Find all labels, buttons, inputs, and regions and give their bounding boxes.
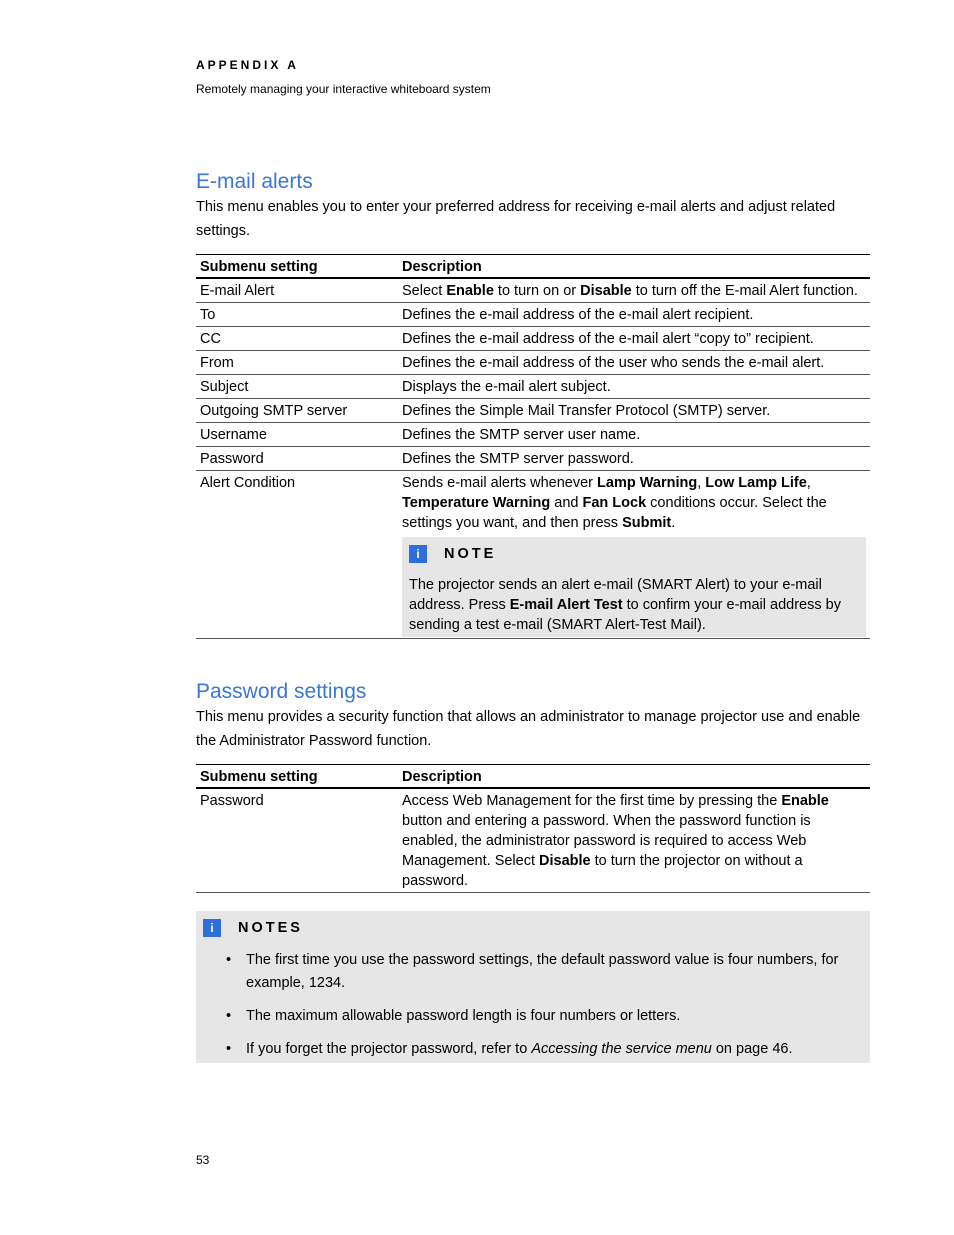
column-header: Description bbox=[398, 765, 870, 789]
table-row bbox=[196, 471, 870, 639]
setting-description: Select Enable to turn on or Disable to turn off the E-mail Alert function. bbox=[398, 278, 870, 303]
note-text: The projector sends an alert e-mail (SMART Alert) to your e-mail address. Press E-mail Alert Test to confirm your e-mail address by sending a test e-mail (SMART Alert-Test Mail). bbox=[409, 577, 841, 633]
setting-description: Defines the e-mail address of the e-mail alert “copy to” recipient. bbox=[398, 327, 870, 351]
notes-list bbox=[226, 949, 866, 1071]
chapter-subtitle: Remotely managing your interactive whiteboard system bbox=[196, 82, 491, 96]
setting-description: Defines the SMTP server password. bbox=[398, 447, 870, 471]
table-row bbox=[196, 278, 870, 303]
table-header-row bbox=[196, 765, 870, 789]
email-alerts-intro: This menu enables you to enter your preferred address for receiving e-mail alerts and adjust related settings. bbox=[196, 199, 836, 239]
table-row bbox=[196, 447, 870, 471]
list-item: • The maximum allowable password length is four numbers or letters. bbox=[226, 1005, 866, 1028]
appendix-label: APPENDIX A bbox=[196, 58, 299, 72]
setting-name: Alert Condition bbox=[196, 471, 398, 639]
password-notes-box bbox=[196, 911, 870, 1063]
password-settings-table bbox=[196, 764, 870, 893]
setting-name: Username bbox=[196, 423, 398, 447]
password-settings-heading: Password settings bbox=[196, 680, 367, 703]
email-alerts-heading: E-mail alerts bbox=[196, 170, 313, 193]
setting-description: Displays the e-mail alert subject. bbox=[398, 375, 870, 399]
note-title: NOTE bbox=[444, 546, 497, 562]
setting-name: Password bbox=[196, 788, 398, 893]
list-item: • If you forget the projector password, refer to Accessing the service menu on page 46. bbox=[226, 1038, 866, 1061]
setting-name: Outgoing SMTP server bbox=[196, 399, 398, 423]
setting-name: From bbox=[196, 351, 398, 375]
alert-note-box bbox=[402, 537, 866, 637]
column-header: Description bbox=[398, 255, 870, 279]
table-row bbox=[196, 327, 870, 351]
table-row bbox=[196, 351, 870, 375]
info-icon: i bbox=[409, 545, 427, 563]
setting-description: Access Web Management for the first time by pressing the Enable button and entering a password. When the password function is enabled, the administrator password is required to access Web Management. Select Disable to turn the projector on without a password. bbox=[398, 788, 870, 893]
table-header-row bbox=[196, 255, 870, 279]
setting-name: CC bbox=[196, 327, 398, 351]
list-item: • The first time you use the password settings, the default password value is four numbers, for example, 1234. bbox=[226, 949, 866, 995]
info-icon: i bbox=[203, 919, 221, 937]
password-settings-intro: This menu provides a security function that allows an administrator to manage projector use and enable the Administrator Password function. bbox=[196, 709, 861, 749]
page-number: 53 bbox=[196, 1153, 210, 1167]
table-row bbox=[196, 788, 870, 893]
setting-name: To bbox=[196, 303, 398, 327]
setting-description: Sends e-mail alerts whenever Lamp Warning, Low Lamp Life, Temperature Warning and Fan Lock conditions occur. Select the settings you want, and then press Submit. i NOTE The projector sends an alert e-mail (SMART Alert) to your e-mail address. Press E-mail Alert Test to confirm your e-mail address by sending a test e-mail (SMART Alert-Test Mail). bbox=[398, 471, 870, 639]
setting-name: Password bbox=[196, 447, 398, 471]
table-row bbox=[196, 423, 870, 447]
setting-description: Defines the e-mail address of the e-mail alert recipient. bbox=[398, 303, 870, 327]
column-header: Submenu setting bbox=[196, 765, 398, 789]
setting-name: E-mail Alert bbox=[196, 278, 398, 303]
email-alerts-table bbox=[196, 254, 870, 639]
table-row bbox=[196, 303, 870, 327]
setting-description: Defines the SMTP server user name. bbox=[398, 423, 870, 447]
table-row bbox=[196, 375, 870, 399]
table-row bbox=[196, 399, 870, 423]
column-header: Submenu setting bbox=[196, 255, 398, 279]
setting-description: Defines the e-mail address of the user who sends the e-mail alert. bbox=[398, 351, 870, 375]
setting-name: Subject bbox=[196, 375, 398, 399]
cross-reference-link[interactable]: Accessing the service menu bbox=[531, 1041, 712, 1057]
setting-description: Defines the Simple Mail Transfer Protocol (SMTP) server. bbox=[398, 399, 870, 423]
notes-title: NOTES bbox=[238, 920, 303, 936]
